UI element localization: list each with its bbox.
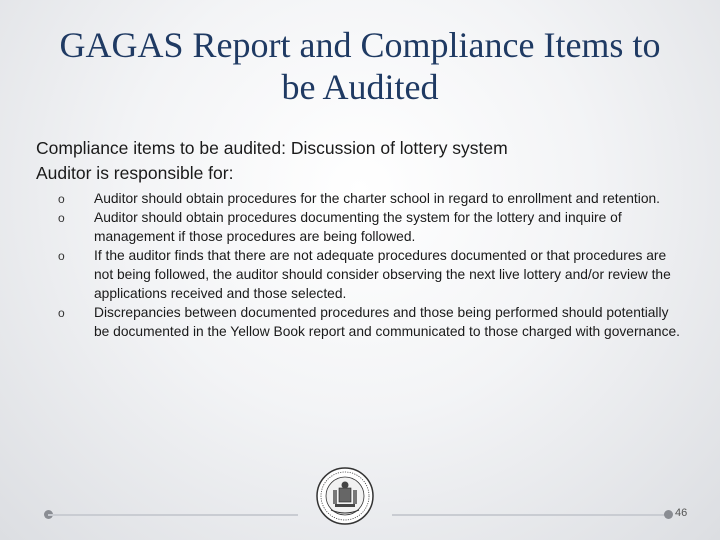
footer-right-dot (664, 510, 673, 519)
page-number: 46 (675, 507, 688, 519)
bullet-text: If the auditor finds that there are not adequate procedures documented or that procedures are not being followed, the auditor should consider observing the next live lottery and/or review the applications received and those selected. (94, 248, 671, 301)
list-item (58, 189, 686, 208)
bullet-marker: o (58, 249, 65, 263)
slide-body (36, 136, 686, 341)
bullet-marker: o (58, 306, 65, 320)
bullet-text: Discrepancies between documented procedures and those being performed should potentially be documented in the Yellow Book report and communicated to those charged with governance. (94, 305, 680, 339)
list-item (58, 208, 686, 246)
list-item (58, 246, 686, 303)
bullet-text: Auditor should obtain procedures documenting the system for the lottery and inquire of management if those procedures are being followed. (94, 210, 622, 244)
footer-left-line (48, 514, 298, 516)
list-item (58, 303, 686, 341)
bullet-marker: o (58, 192, 65, 206)
bullet-marker: o (58, 211, 65, 225)
intro-line-2: Auditor is responsible for: (36, 163, 234, 183)
footer-right-line (392, 514, 672, 516)
bullet-list (36, 189, 686, 341)
slide-title: GAGAS Report and Compliance Items to be Audited (59, 25, 661, 107)
intro-line-1: Compliance items to be audited: Discussion of lottery system (36, 138, 508, 158)
bullet-text: Auditor should obtain procedures for the charter school in regard to enrollment and retention. (94, 191, 661, 206)
state-seal-icon (315, 466, 375, 526)
